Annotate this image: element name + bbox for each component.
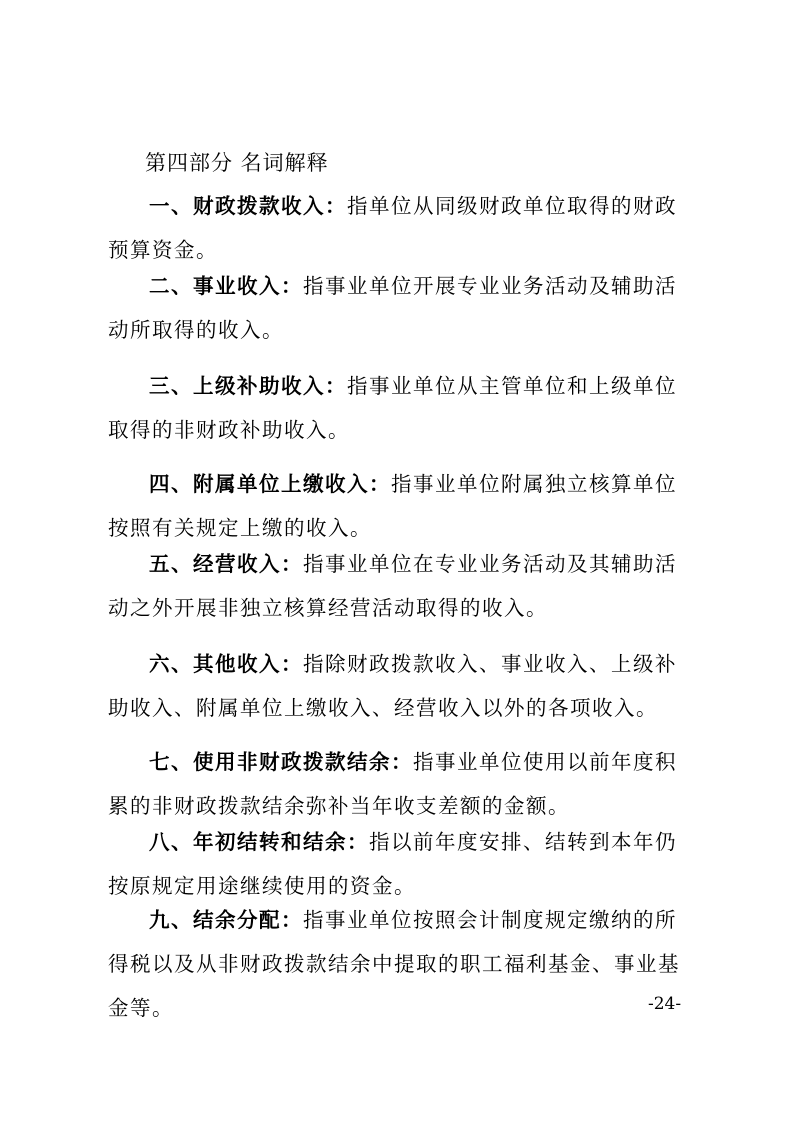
term-definition: 指事业单位附属独立核算单位按照有关规定上缴的收入。 — [108, 472, 677, 540]
term-label: 五、经营收入： — [149, 552, 303, 576]
definition-entry-1 — [108, 184, 693, 272]
term-definition: 指事业单位按照会计制度规定缴纳的所得税以及从非财政拨款结余中提取的职工福利基金、事业基金等。 — [108, 908, 680, 1020]
term-definition: 指除财政拨款收入、事业收入、上级补助收入、附属单位上缴收入、经营收入以外的各项收入。 — [108, 652, 677, 720]
term-label: 三、上级补助收入： — [149, 374, 347, 398]
definition-entry-9 — [108, 898, 693, 1030]
definition-entry-3 — [108, 364, 693, 452]
term-label: 七、使用非财政拨款结余： — [149, 750, 413, 774]
term-definition: 指事业单位使用以前年度积累的非财政拨款结余弥补当年收支差额的金额。 — [108, 750, 677, 818]
definition-entry-5 — [108, 542, 693, 630]
section-title: 第四部分 名词解释 — [145, 151, 329, 175]
definition-entry-6 — [108, 642, 693, 730]
term-definition: 指事业单位开展专业业务活动及辅助活动所取得的收入。 — [108, 274, 677, 342]
term-definition: 指单位从同级财政单位取得的财政预算资金。 — [108, 194, 677, 262]
definition-entry-4 — [108, 462, 693, 550]
term-label: 八、年初结转和结余： — [149, 830, 369, 854]
term-definition: 指事业单位从主管单位和上级单位取得的非财政补助收入。 — [108, 374, 677, 442]
term-label: 一、财政拨款收入： — [149, 194, 347, 218]
definition-entry-7 — [108, 740, 693, 828]
definition-entry-8 — [108, 820, 693, 908]
term-label: 九、结余分配： — [149, 908, 303, 932]
term-label: 二、事业收入： — [149, 274, 303, 298]
term-definition: 指事业单位在专业业务活动及其辅助活动之外开展非独立核算经营活动取得的收入。 — [108, 552, 677, 620]
term-label: 六、其他收入： — [149, 652, 303, 676]
page-number: -24- — [648, 994, 682, 1014]
definition-entry-2 — [108, 264, 693, 352]
term-definition: 指以前年度安排、结转到本年仍按原规定用途继续使用的资金。 — [108, 830, 677, 898]
term-label: 四、附属单位上缴收入： — [149, 472, 391, 496]
